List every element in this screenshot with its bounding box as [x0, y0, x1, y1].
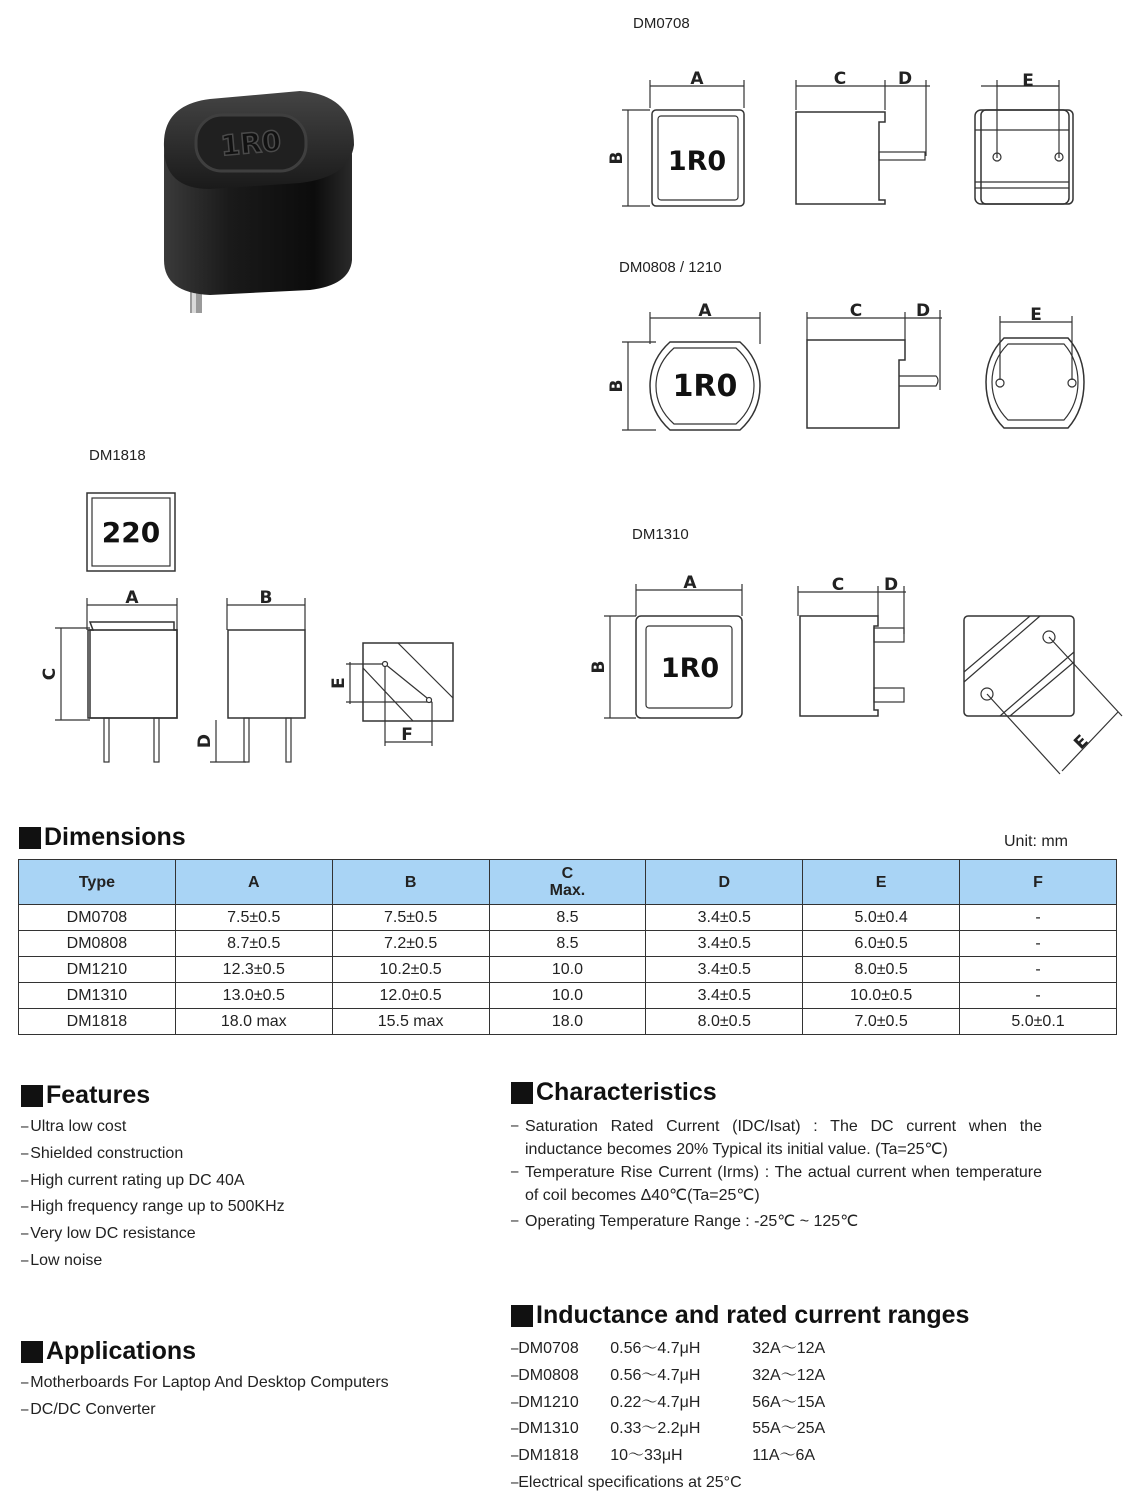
dim-c: C — [831, 575, 845, 595]
dm0808-drawing — [600, 300, 960, 440]
dim-e: E — [1030, 305, 1042, 325]
dimensions-table — [18, 859, 1117, 1035]
dm0808-marking: 1R0 — [672, 369, 738, 404]
cell: 12.0±0.5 — [332, 983, 489, 1009]
dim-e: E — [1070, 731, 1093, 754]
cell: 10.0 — [489, 983, 646, 1009]
dm0708-marking: 1R0 — [667, 146, 727, 177]
cell: 7.2±0.5 — [332, 931, 489, 957]
dim-d: D — [883, 575, 899, 595]
dimensions-title-text: Dimensions — [44, 823, 186, 851]
header-c — [489, 860, 646, 905]
dim-a: A — [698, 301, 712, 321]
cell: - — [960, 983, 1117, 1009]
cell: 7.5±0.5 — [332, 905, 489, 931]
dm0708-drawing — [600, 60, 940, 220]
applications-title — [21, 1337, 196, 1366]
cell: 7.5±0.5 — [175, 905, 332, 931]
dim-b: B — [589, 660, 609, 674]
cell: 18.0 — [489, 1009, 646, 1035]
table-row — [19, 1009, 1117, 1035]
dm1310-marking: 1R0 — [660, 653, 720, 684]
cell: 7.0±0.5 — [803, 1009, 960, 1035]
ind-current: 32A～12A — [752, 1340, 826, 1357]
dim-c: C — [849, 301, 863, 321]
applications-title-text: Applications — [46, 1337, 197, 1365]
dim-a: A — [125, 588, 139, 608]
ind-type: DM0708 — [518, 1340, 579, 1357]
cell: 8.5 — [489, 905, 646, 931]
cell: 5.0±0.4 — [803, 905, 960, 931]
ind-type: DM1310 — [518, 1420, 579, 1438]
inductance-title — [511, 1301, 969, 1330]
ind-type: DM1210 — [518, 1393, 579, 1411]
features-list — [21, 1114, 285, 1275]
dm0808-bottom-view — [980, 300, 1080, 440]
list-item: ─ Very low DC resistance — [21, 1221, 285, 1248]
cell: 12.3±0.5 — [175, 957, 332, 983]
cell: 5.0±0.1 — [960, 1009, 1117, 1035]
inductance-list — [511, 1336, 825, 1497]
ind-range: 0.56～4.7μH — [610, 1340, 701, 1357]
ind-current: 32A～12A — [752, 1366, 826, 1384]
ind-type: DM0808 — [518, 1366, 579, 1384]
cell: 10.0 — [489, 957, 646, 983]
photo-marking: 1R0 — [219, 124, 283, 163]
dm1310-label: DM1310 — [632, 526, 689, 543]
cell: 3.4±0.5 — [646, 931, 803, 957]
header-e: E — [803, 860, 960, 905]
dim-b: B — [607, 379, 627, 393]
header-type: Type — [19, 860, 176, 905]
dm0808-label: DM0808 / 1210 — [619, 259, 722, 276]
dm0708-label: DM0708 — [633, 15, 690, 32]
section-bullet — [21, 1085, 43, 1107]
cell: 15.5 max — [332, 1009, 489, 1035]
dim-a: A — [690, 69, 704, 89]
dimensions-title — [19, 823, 186, 852]
header-c-sub: Max. — [549, 882, 586, 899]
list-item — [511, 1336, 825, 1363]
dim-b: B — [259, 588, 273, 608]
dim-c: C — [833, 69, 847, 89]
list-item: ─ Ultra low cost — [21, 1114, 285, 1141]
characteristics-title-text: Characteristics — [536, 1078, 717, 1106]
characteristics-list — [511, 1115, 1042, 1233]
cell: - — [960, 957, 1117, 983]
features-title-text: Features — [46, 1081, 151, 1109]
dim-c: C — [40, 667, 60, 681]
table-row — [19, 905, 1117, 931]
list-item: ─ Shielded construction — [21, 1141, 285, 1168]
dim-b: B — [607, 151, 627, 165]
ind-current: 11A～6A — [752, 1447, 816, 1465]
section-bullet — [19, 827, 41, 849]
cell: DM0808 — [19, 931, 176, 957]
table-row — [19, 931, 1117, 957]
list-item: ─ Saturation Rated Current (IDC/Isat) : The DC current when the inductance becomes 20% Typical its initial value. (Ta=25℃) — [511, 1115, 1042, 1161]
dm1818-marking: 220 — [101, 516, 161, 549]
table-header-row — [19, 860, 1117, 905]
section-bullet — [511, 1082, 533, 1104]
list-item — [511, 1390, 825, 1417]
table-row — [19, 957, 1117, 983]
header-f: F — [960, 860, 1117, 905]
dm1818-label: DM1818 — [89, 447, 146, 464]
cell: 13.0±0.5 — [175, 983, 332, 1009]
list-item: ─ Electrical specifications at 25°C — [511, 1470, 825, 1497]
dim-d: D — [897, 69, 913, 89]
cell: 8.0±0.5 — [646, 1009, 803, 1035]
ind-current: 56A～15A — [752, 1393, 826, 1411]
table-row — [19, 983, 1117, 1009]
dm0708-bottom-view — [975, 70, 1065, 210]
list-item: ─ High current rating up DC 40A — [21, 1168, 285, 1195]
dim-a: A — [683, 573, 697, 593]
cell: 8.7±0.5 — [175, 931, 332, 957]
cell: 6.0±0.5 — [803, 931, 960, 957]
cell: 10.0±0.5 — [803, 983, 960, 1009]
unit-label: Unit: mm — [1004, 833, 1068, 850]
product-photo — [150, 85, 370, 320]
list-item: ─ Low noise — [21, 1248, 285, 1275]
list-item: ─ DC/DC Converter — [21, 1397, 389, 1424]
list-item: ─ Operating Temperature Range : -25℃ ~ 125℃ — [511, 1210, 1042, 1233]
dm1310-drawing — [590, 570, 1130, 780]
cell: DM1818 — [19, 1009, 176, 1035]
list-item — [511, 1363, 825, 1390]
inductance-title-text: Inductance and rated current ranges — [536, 1301, 970, 1329]
dim-d: D — [915, 301, 931, 321]
list-item: ─ High frequency range up to 500KHz — [21, 1194, 285, 1221]
ind-type: DM1818 — [518, 1447, 579, 1465]
dim-e: E — [329, 677, 349, 689]
ind-range: 0.33～2.2μH — [610, 1420, 701, 1438]
cell: DM1210 — [19, 957, 176, 983]
list-item: ─ Temperature Rise Current (Irms) : The actual current when temperature of coil becomes Δ40℃(Ta=25℃) — [511, 1161, 1042, 1207]
cell: 10.2±0.5 — [332, 957, 489, 983]
list-item: ─ Motherboards For Laptop And Desktop Computers — [21, 1370, 389, 1397]
dim-d: D — [195, 733, 215, 749]
dim-f: F — [401, 725, 413, 745]
ind-range: 10～33μH — [610, 1447, 683, 1465]
applications-list — [21, 1370, 389, 1424]
cell: 3.4±0.5 — [646, 983, 803, 1009]
features-title — [21, 1081, 150, 1110]
cell: DM1310 — [19, 983, 176, 1009]
header-a: A — [175, 860, 332, 905]
cell: 3.4±0.5 — [646, 905, 803, 931]
cell: - — [960, 905, 1117, 931]
cell: DM0708 — [19, 905, 176, 931]
header-d: D — [646, 860, 803, 905]
cell: 3.4±0.5 — [646, 957, 803, 983]
cell: 8.0±0.5 — [803, 957, 960, 983]
ind-current: 55A～25A — [752, 1420, 826, 1438]
cell: 8.5 — [489, 931, 646, 957]
dim-e: E — [1022, 71, 1034, 91]
section-bullet — [511, 1305, 533, 1327]
header-c-letter: C — [561, 865, 574, 882]
ind-range: 0.56～4.7μH — [610, 1366, 701, 1384]
cell: - — [960, 931, 1117, 957]
dm1818-drawing — [40, 490, 460, 770]
section-bullet — [21, 1341, 43, 1363]
list-item — [511, 1443, 825, 1470]
characteristics-title — [511, 1078, 717, 1107]
list-item — [511, 1416, 825, 1443]
header-b: B — [332, 860, 489, 905]
cell: 18.0 max — [175, 1009, 332, 1035]
ind-range: 0.22～4.7μH — [610, 1393, 701, 1411]
